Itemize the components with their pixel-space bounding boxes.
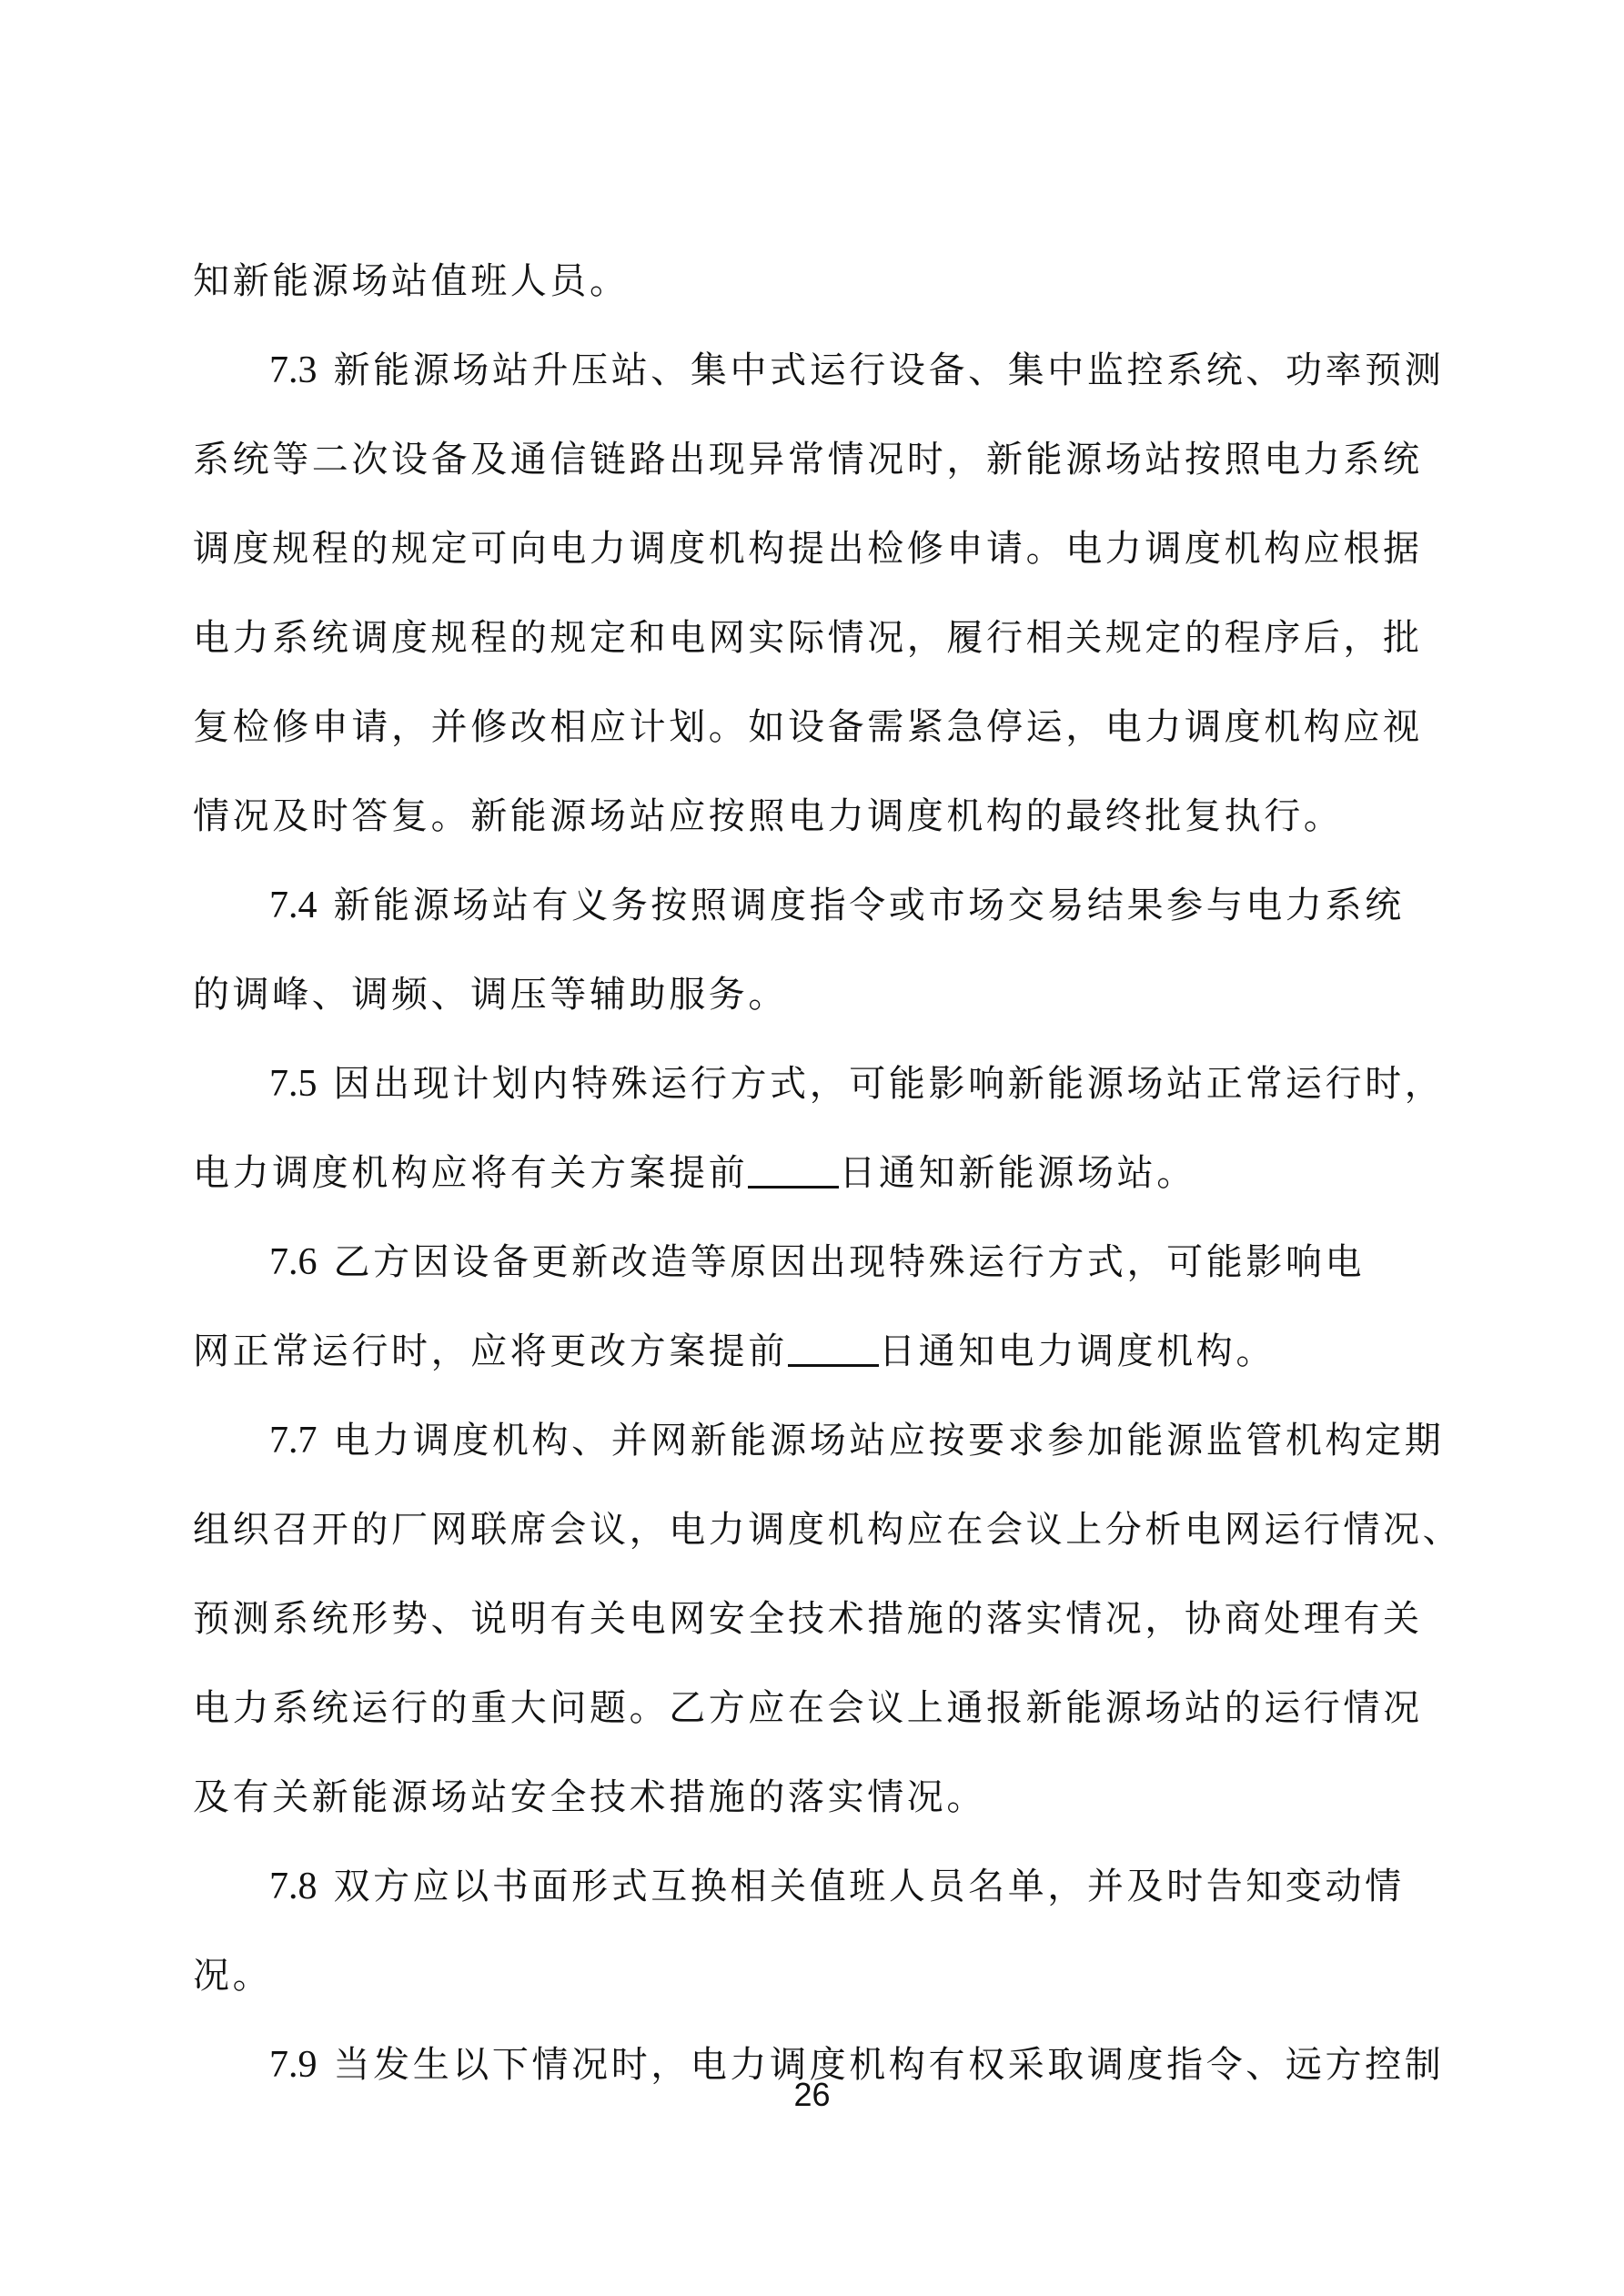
clause-text: 日通知新能源场站。 (839, 1152, 1196, 1194)
clause-7-4-line: 的调峰、调频、调压等辅助服务。 (193, 974, 788, 1016)
clause-7-3-line (193, 326, 1458, 415)
clause-number: 7.5 (269, 1063, 318, 1105)
clause-text: 新能源场站升压站、集中式运行设备、集中监控系统、功率预测 (333, 349, 1445, 391)
clause-7-7-line: 预测系统形势、说明有关电网安全技术措施的落实情况，协商处理有关 (193, 1598, 1423, 1640)
clause-text: 双方应以书面形式互换相关值班人员名单，并及时告知变动情 (333, 1866, 1405, 1907)
clause-number: 7.3 (269, 349, 318, 391)
clause-text: 当发生以下情况时，电力调度机构有权采取调度指令、远方控制 (333, 2044, 1445, 2086)
clause-7-6-line (193, 1218, 1458, 1307)
clause-number: 7.8 (269, 1866, 318, 1907)
clause-7-3-line: 系统等二次设备及通信链路出现异常情况时，新能源场站按照电力系统 (193, 439, 1423, 480)
clause-text: 电力调度机构应将有关方案提前 (193, 1152, 749, 1194)
clause-number: 7.7 (269, 1420, 318, 1462)
clause-7-3-line: 情况及时答复。新能源场站应按照电力调度机构的最终批复执行。 (193, 795, 1344, 837)
fill-in-blank-days[interactable] (748, 1149, 839, 1188)
fill-in-blank-days[interactable] (788, 1328, 879, 1367)
clause-7-8-line: 况。 (193, 1955, 273, 1997)
clause-7-3-line: 电力系统调度规程的规定和电网实际情况，履行相关规定的程序后，批 (193, 617, 1423, 659)
clause-7-7-line: 电力系统运行的重大问题。乙方应在会议上通报新能源场站的运行情况 (193, 1687, 1423, 1729)
clause-text: 电力调度机构、并网新能源场站应按要求参加能源监管机构定期 (333, 1420, 1445, 1462)
clause-number: 7.9 (269, 2044, 318, 2086)
clause-7-7-line: 组织召开的厂网联席会议，电力调度机构应在会议上分析电网运行情况、 (193, 1509, 1463, 1551)
page-number: 26 (793, 2076, 831, 2113)
clause-7-3-line: 调度规程的规定可向电力调度机构提出检修申请。电力调度机构应根据 (193, 528, 1423, 570)
clause-text: 新能源场站有义务按照调度指令或市场交易结果参与电力系统 (333, 885, 1405, 926)
clause-number: 7.6 (269, 1241, 318, 1283)
document-body (193, 237, 1463, 2109)
clause-7-3-line: 复检修申请，并修改相应计划。如设备需紧急停运，电力调度机构应视 (193, 706, 1423, 748)
clause-7-7-line (193, 1396, 1458, 1485)
clause-text: 因出现计划内特殊运行方式，可能影响新能源场站正常运行时， (333, 1063, 1445, 1105)
clause-text: 乙方因设备更新改造等原因出现特殊运行方式，可能影响电 (333, 1241, 1366, 1283)
clause-number: 7.4 (269, 885, 318, 926)
clause-text: 日通知电力调度机构。 (879, 1330, 1276, 1372)
clause-7-8-line (193, 1842, 1458, 1931)
paragraph-continuation-line: 知新能源场站值班人员。 (193, 260, 630, 302)
clause-7-4-line (193, 861, 1458, 950)
clause-7-6-line (193, 1307, 1458, 1396)
clause-7-5-line (193, 1128, 1458, 1218)
clause-text: 网正常运行时，应将更改方案提前 (193, 1330, 788, 1372)
clause-7-5-line (193, 1039, 1458, 1128)
clause-7-7-line: 及有关新能源场站安全技术措施的落实情况。 (193, 1776, 986, 1818)
